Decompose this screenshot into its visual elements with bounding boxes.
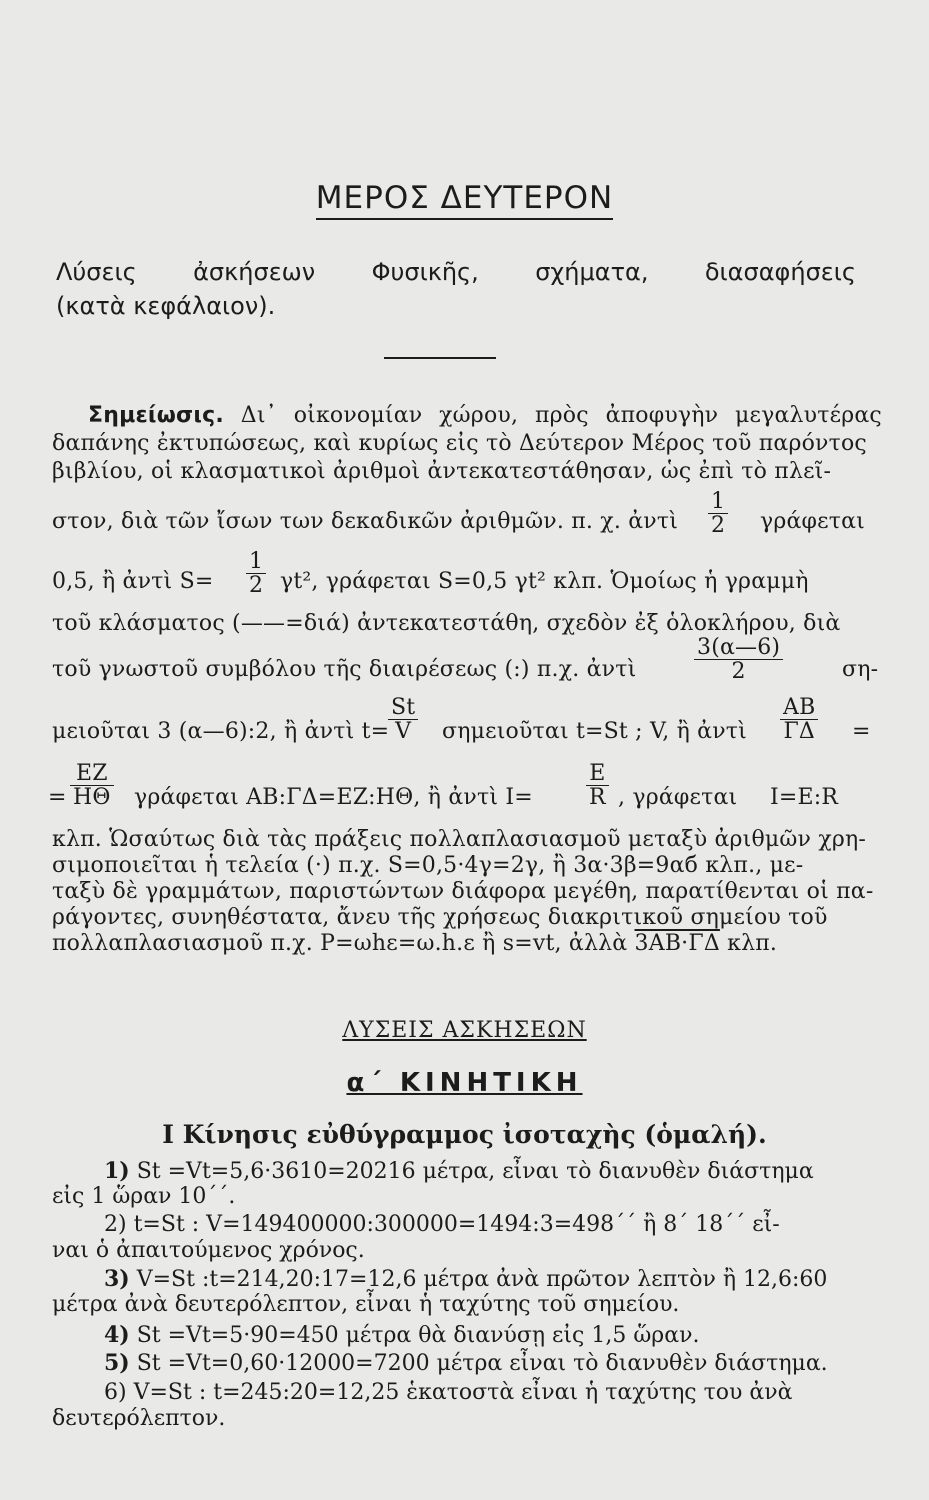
solution-item-cont: δευτερόλεπτον. — [52, 1406, 226, 1431]
fraction: $\frac{E}{R}$ — [586, 762, 609, 809]
fraction: $\frac{EZ}{H\Theta}$ — [70, 762, 114, 809]
solution-item-cont: εἰς 1 ὥραν 10΄΄. — [52, 1184, 236, 1209]
solution-item: 3) V=St :t=214,20:17=12,6 μέτρα ἀνὰ πρῶτον λεπτὸν ἢ 12,6:60 — [104, 1266, 828, 1292]
note-line-2: δαπάνης ἐκτυπώσεως, καὶ κυρίως εἰς τὸ Δεύτερον Μέρος τοῦ παρόντος — [52, 431, 867, 456]
subtitle-line-2: (κατὰ κεφάλαιον). — [56, 292, 276, 320]
note-line-1: Σημείωσις. Δι᾽ οἰκονομίαν χώρου, πρὸς ἀποφυγὴν μεγαλυτέρας — [88, 403, 882, 428]
solution-item: 2) t=St : V=149400000:300000=1494:3=498΄΄ ἢ 8΄ 18΄΄ εἶ- — [104, 1212, 780, 1237]
solution-item-cont: μέτρα ἀνὰ δευτερόλεπτον, εἶναι ἡ ταχύτης τοῦ σημείου. — [52, 1292, 680, 1317]
solution-item: 5) St =Vt=0,60·12000=7200 μέτρα εἶναι τὸ διανυθὲν διάστημα. — [104, 1350, 828, 1376]
note-line-5: 0,5, ἢ ἀντὶ S= $\frac{1}{2}$ γt², γράφεται S=0,5 γt² κλπ. Ὁμοίως ἡ γραμμὴ — [52, 549, 809, 599]
note-line-3: βιβλίου, οἱ κλασματικοὶ ἀριθμοὶ ἀντεκατεστάθησαν, ὡς ἐπὶ τὸ πλεῖ- — [52, 459, 832, 484]
note-line-4: στον, διὰ τῶν ἴσων των δεκαδικῶν ἀριθμῶν. π. χ. ἀντὶ $\frac{1}{2}$ γράφεται — [52, 489, 865, 539]
solution-item: 6) V=St : t=245:20=12,25 ἑκατοστὰ εἶναι ἡ ταχύτης του ἀνὰ — [104, 1380, 793, 1405]
fraction: $\frac{3(\alpha—6)}{2}$ — [694, 636, 783, 683]
fraction: $\frac{St}{V}$ — [388, 696, 418, 743]
note-line-9: = $\frac{EZ}{H\Theta}$ γράφεται ΑΒ:ΓΔ=ΕΖ:ΗΘ, ἢ ἀντὶ I= $\frac{E}{R}$ , γράφεται I=E:R — [48, 761, 839, 811]
divider — [384, 357, 496, 359]
fraction: $\frac{AB}{\Gamma\Delta}$ — [780, 696, 818, 743]
chapter-heading: α΄ ΚΙΝΗΤΙΚΗ — [346, 1068, 583, 1098]
solution-item: 4) St =Vt=5·90=450 μέτρα θὰ διανύσῃ εἰς 1,5 ὥραν. — [104, 1322, 700, 1348]
solution-item-cont: ναι ὁ ἀπαιτούμενος χρόνος. — [52, 1238, 365, 1263]
note-line-12: ταξὺ δὲ γραμμάτων, παριστώντων διάφορα μεγέθη, παρατίθενται οἱ πα- — [52, 879, 874, 904]
section-heading: Ι Κίνησις εὐθύγραμμος ἰσοταχὴς (ὁμαλή). — [162, 1120, 767, 1149]
fraction: $\frac{1}{2}$ — [246, 550, 266, 597]
solutions-heading: ΛΥΣΕΙΣ ΑΣΚΗΣΕΩΝ — [342, 1018, 587, 1043]
note-line-13: ράγοντες, συνηθέστατα, ἄνευ τῆς χρήσεως διακριτικοῦ σημείου τοῦ — [52, 905, 828, 930]
note-line-10: κλπ. Ὡσαύτως διὰ τὰς πράξεις πολλαπλασιασμοῦ μεταξὺ ἀριθμῶν χρη- — [52, 827, 867, 852]
note-line-8: μειοῦται 3 (α—6):2, ἢ ἀντὶ t= $\frac{St}{V}$ σημειοῦται t=St ; V, ἢ ἀντὶ $\frac{AB}{\Gamma\Delta}$ = — [52, 695, 871, 745]
subtitle-line-1: Λύσεις ἀσκήσεων Φυσικῆς, σχήματα, διασαφήσεις — [56, 258, 856, 286]
note-line-7: τοῦ γνωστοῦ συμβόλου τῆς διαιρέσεως (:) π.χ. ἀντὶ $\frac{3(\alpha—6)}{2}$ ση- — [52, 635, 879, 685]
solution-item: 1) St =Vt=5,6·3610=20216 μέτρα, εἶναι τὸ διανυθὲν διάστημα — [104, 1158, 814, 1184]
fraction: $\frac{1}{2}$ — [708, 490, 728, 537]
note-line-14: πολλαπλασιασμοῦ π.χ. P=ωhε=ω.h.ε ἢ s=vt, ἀλλὰ 3ΑΒ·ΓΔ κλπ. — [52, 931, 778, 956]
note-line-11: σιμοποιεῖται ἡ τελεία (·) π.χ. S=0,5·4γ=2γ, ἢ 3α·3β=9αб κλπ., με- — [52, 853, 804, 878]
note-line-6: τοῦ κλάσματος (——=διά) ἀντεκατεστάθη, σχεδὸν ἐξ ὁλοκλήρου, διὰ — [52, 611, 841, 636]
part-title: ΜΕΡΟΣ ΔΕΥΤΕΡΟΝ — [0, 180, 929, 216]
